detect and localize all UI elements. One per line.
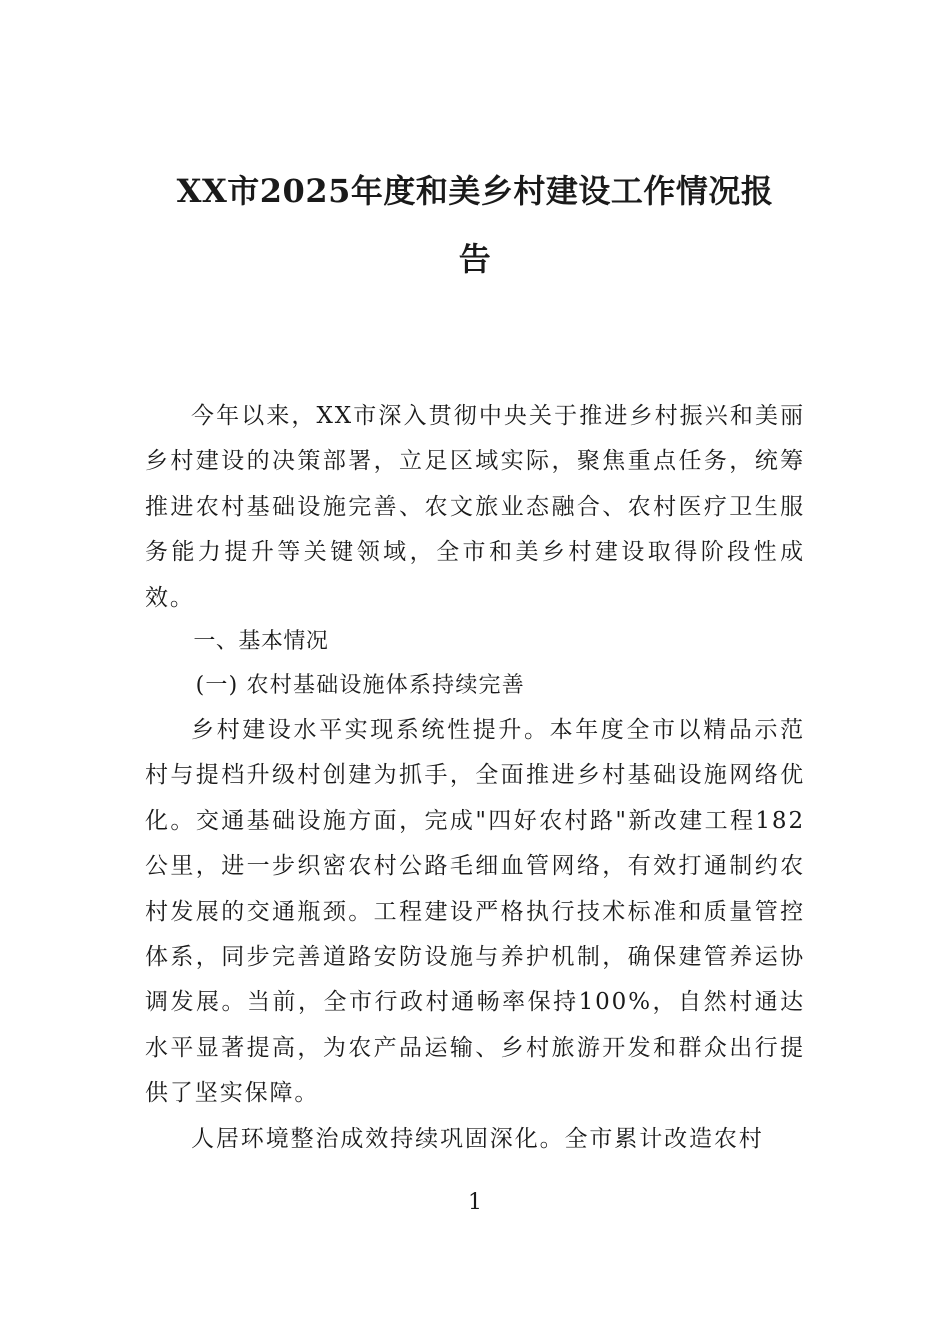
paragraph-living-environment: 人居环境整治成效持续巩固深化。全市累计改造农村 — [191, 1125, 764, 1152]
document-body — [145, 394, 805, 1162]
title-line-1: XX市2025年度和美乡村建设工作情况报 — [176, 172, 774, 210]
page-number: 1 — [468, 1190, 482, 1215]
subsection-heading-infrastructure: (一) 农村基础设施体系持续完善 — [195, 673, 525, 699]
paragraph-rural-construction: 乡村建设水平实现系统性提升。本年度全市以精品示范村与提档升级村创建为抓手，全面推进乡村基础设施网络优化。交通基础设施方面，完成"四好农村路"新改建工程182公里，进一步织密农村公路毛细血管网络，有效打通制约农村发展的交通瓶颈。工程建设严格执行技术标准和质量管控体系，同步完善道路安防设施与养护机制，确保建管养运协调发展。当前，全市行政村通畅率保持100%，自然村通达水平显著提高，为农产品运输、乡村旅游开发和群众出行提供了坚实保障。 — [145, 717, 805, 1107]
intro-paragraph: 今年以来，XX市深入贯彻中央关于推进乡村振兴和美丽乡村建设的决策部署，立足区域实际，聚焦重点任务，统筹推进农村基础设施完善、农文旅业态融合、农村医疗卫生服务能力提升等关键领域，全市和美乡村建设取得阶段性成效。 — [145, 403, 805, 611]
title-line-2: 告 — [458, 240, 492, 278]
document-title — [140, 168, 810, 283]
section-heading-basic-situation: 一、基本情况 — [193, 629, 329, 655]
